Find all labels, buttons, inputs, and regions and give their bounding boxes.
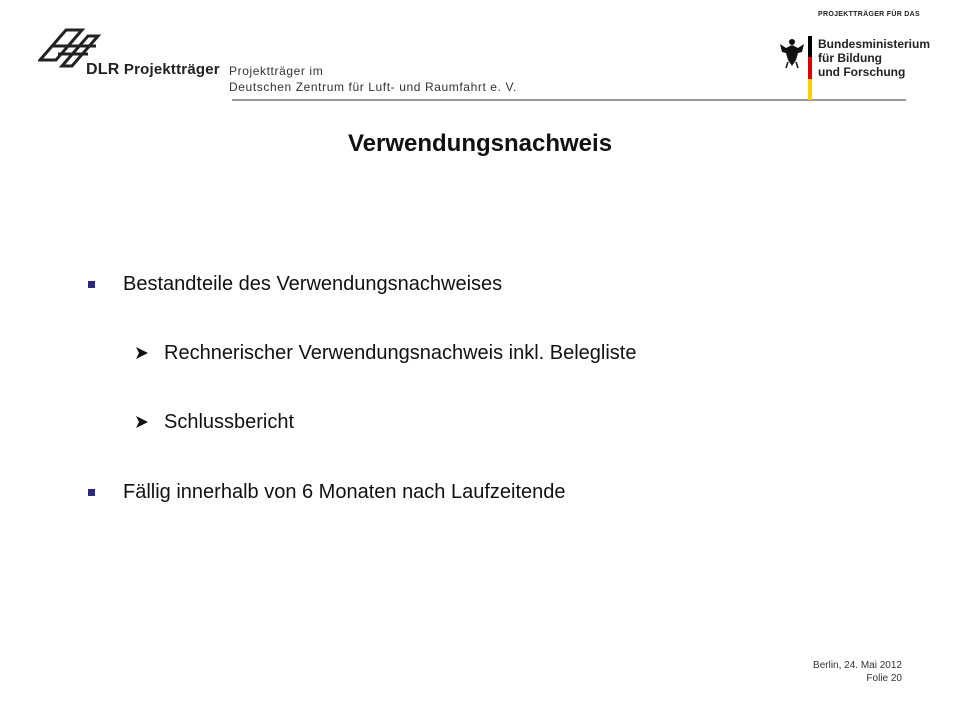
org-line-1: Projektträger im xyxy=(229,64,324,78)
org-line-2: Deutschen Zentrum für Luft- und Raumfahrt e. V. xyxy=(229,80,517,94)
ministry-line-2: für Bildung xyxy=(818,51,882,65)
flag-gold-stripe xyxy=(808,79,812,100)
bmbf-caption: PROJEKTTRÄGER FÜR DAS xyxy=(818,11,920,18)
dlr-name-label: Projektträger xyxy=(123,61,220,78)
slide-title: Verwendungsnachweis xyxy=(347,130,613,157)
bullet-item-1: Bestandteile des Verwendungsnachweises xyxy=(123,273,503,295)
arrow-bullet-icon xyxy=(135,346,149,360)
dlr-short-label: DLR xyxy=(86,61,120,78)
german-flag-bar xyxy=(808,36,812,100)
arrow-bullet-icon xyxy=(135,415,149,429)
ministry-line-1: Bundesministerium xyxy=(818,37,931,51)
flag-red-stripe xyxy=(808,57,812,78)
header-divider xyxy=(232,99,906,101)
bullet-item-2: Rechnerischer Verwendungsnachweis inkl. Belegliste xyxy=(164,342,637,364)
footer-slide-number: Folie 20 xyxy=(866,673,902,684)
footer-date: Berlin, 24. Mai 2012 xyxy=(813,660,902,671)
dlr-wordmark xyxy=(86,61,220,79)
flag-black-stripe xyxy=(808,36,812,57)
ministry-line-3: und Forschung xyxy=(818,65,906,79)
bullet-item-4: Fällig innerhalb von 6 Monaten nach Laufzeitende xyxy=(123,481,566,503)
federal-eagle-icon xyxy=(778,36,806,70)
bullet-item-3: Schlussbericht xyxy=(164,411,295,433)
square-bullet-icon xyxy=(88,281,95,288)
square-bullet-icon xyxy=(88,489,95,496)
ministry-name xyxy=(818,37,930,79)
